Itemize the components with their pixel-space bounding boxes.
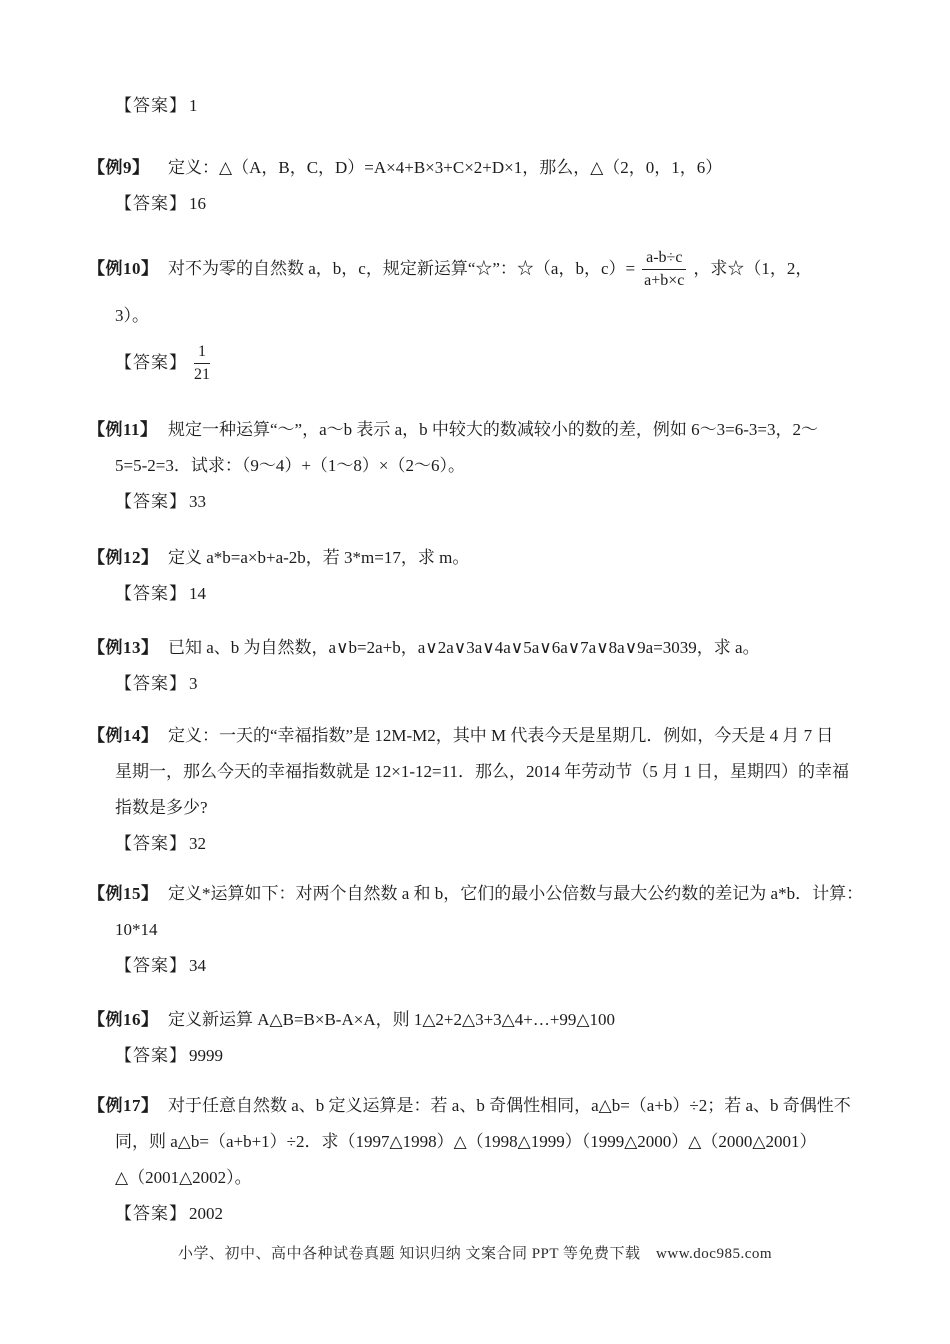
answer-label: 【答案】	[115, 1204, 187, 1223]
problem-text-continued: 5=5-2=3．试求：（9～4）+（1～8）×（2～6）。	[115, 456, 466, 475]
problem-text-continued: 星期一，那么今天的幸福指数就是 12×1-12=11．那么，2014 年劳动节（5 月 1 日，星期四）的幸福	[115, 762, 849, 781]
example-label: 【例15】	[88, 884, 159, 903]
problem-text-continued: 3）。	[115, 306, 149, 325]
problem-text: 对不为零的自然数 a，b，c，规定新运算“☆”：☆（a，b，c）=	[168, 259, 636, 278]
answer-line	[115, 666, 865, 702]
answer-label: 【答案】	[115, 194, 187, 213]
problem-text-continued: 10*14	[115, 920, 158, 939]
fraction	[642, 248, 686, 291]
answer-value: 14	[189, 584, 206, 603]
problem-text: 定义 a*b=a×b+a-2b，若 3*m=17，求 m。	[168, 548, 470, 567]
answer-label: 【答案】	[115, 96, 187, 115]
example-label: 【例13】	[88, 638, 159, 657]
example-label: 【例14】	[88, 726, 159, 745]
example-label: 【例12】	[88, 548, 159, 567]
problem-text: 规定一种运算“～”，a～b 表示 a，b 中较大的数减较小的数的差，例如 6～3=6-3=3，2～	[168, 420, 819, 439]
answer-label: 【答案】	[115, 956, 187, 975]
problem-text: 定义：△（A，B，C，D）=A×4+B×3+C×2+D×1，那么，△（2，0，1，6）	[168, 158, 723, 177]
example-label: 【例9】	[88, 158, 150, 177]
problem-ex13	[88, 630, 865, 702]
problem-ex11	[88, 412, 865, 520]
problem-ex16	[88, 1002, 865, 1074]
answer-label: 【答案】	[115, 353, 187, 372]
problem-ex15-statement	[88, 876, 865, 912]
answer-value: 3	[189, 674, 198, 693]
answer-line	[115, 576, 865, 612]
problem-text: 对于任意自然数 a、b 定义运算是：若 a、b 奇偶性相同，a△b=（a+b）÷2；若 a、b 奇偶性不	[168, 1096, 851, 1115]
answer-value: 34	[189, 956, 206, 975]
page-footer-watermark: 小学、初中、高中各种试卷真题 知识归纳 文案合同 PPT 等免费下载 www.doc985.com	[177, 1246, 773, 1262]
fraction-denominator: a+b×c	[644, 271, 685, 289]
problem-text-continued: 指数是多少?	[115, 798, 208, 817]
problem-ex17	[88, 1088, 865, 1232]
fraction-denominator: 21	[194, 365, 210, 383]
problem-ex10	[88, 240, 865, 392]
problem-text: ，求☆（1，2，	[693, 259, 813, 278]
answer-value: 1	[189, 96, 198, 115]
problem-text: 定义*运算如下：对两个自然数 a 和 b，它们的最小公倍数与最大公约数的差记为 a*b．计算：	[168, 884, 864, 903]
answer-value: 16	[189, 194, 206, 213]
answer-label: 【答案】	[115, 492, 187, 511]
answer-value: 32	[189, 834, 206, 853]
problem-ex16-statement	[88, 1002, 865, 1038]
problem-text: 已知 a、b 为自然数，a∨b=2a+b，a∨2a∨3a∨4a∨5a∨6a∨7a∨8a∨9a=3039，求 a。	[168, 638, 760, 657]
answer-value: 33	[189, 492, 206, 511]
answer-value: 2002	[189, 1204, 223, 1223]
example-label: 【例11】	[88, 420, 158, 439]
fraction-numerator: 1	[194, 342, 210, 364]
problem-ex14-statement	[88, 718, 865, 754]
problem-text-continued: 同，则 a△b=（a+b+1）÷2．求（1997△1998）△（1998△1999）（1999△2000）△（2000△2001）	[115, 1132, 817, 1151]
answer-line	[115, 948, 865, 984]
answer-label: 【答案】	[115, 1046, 187, 1065]
answer-line	[115, 1196, 865, 1232]
problem-ex12	[88, 540, 865, 612]
problem-ex9-statement	[88, 150, 865, 186]
answer-line-top	[115, 88, 865, 124]
problem-text: 定义：一天的“幸福指数”是 12M-M2，其中 M 代表今天是星期几．例如，今天是 4 月 7 日	[168, 726, 834, 745]
fraction-numerator: a-b÷c	[642, 248, 686, 270]
problem-ex13-statement	[88, 630, 865, 666]
answer-fraction	[194, 342, 210, 385]
answer-line	[115, 186, 865, 222]
problem-ex11-statement	[88, 412, 865, 448]
problem-ex14	[88, 718, 865, 862]
answer-label: 【答案】	[115, 674, 187, 693]
example-label: 【例10】	[88, 259, 159, 278]
problem-text-continued: △（2001△2002）。	[115, 1168, 252, 1187]
answer-line	[115, 334, 865, 392]
example-label: 【例17】	[88, 1096, 159, 1115]
answer-label: 【答案】	[115, 584, 187, 603]
problem-ex9	[88, 150, 865, 222]
problem-ex10-statement	[88, 240, 865, 298]
answer-line	[115, 826, 865, 862]
example-label: 【例16】	[88, 1010, 159, 1029]
answer-label: 【答案】	[115, 834, 187, 853]
answer-value: 9999	[189, 1046, 223, 1065]
problem-ex12-statement	[88, 540, 865, 576]
problem-ex15	[88, 876, 865, 984]
answer-line	[115, 484, 865, 520]
problem-ex17-statement	[88, 1088, 865, 1124]
answer-line	[115, 1038, 865, 1074]
problem-text: 定义新运算 A△B=B×B-A×A，则 1△2+2△3+3△4+…+99△100	[168, 1010, 615, 1029]
